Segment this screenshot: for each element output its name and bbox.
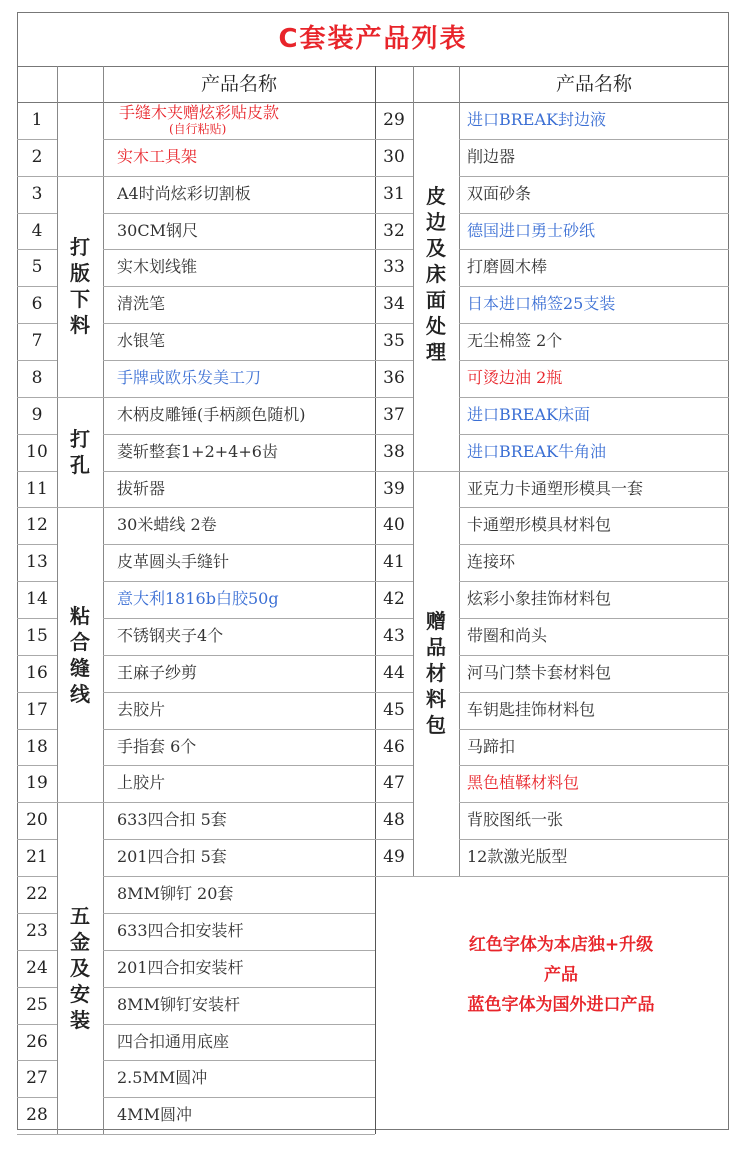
item-name: 王麻子纱剪 bbox=[117, 662, 198, 682]
row-divider bbox=[17, 1134, 57, 1135]
item-number: 3 bbox=[31, 183, 43, 204]
item-number: 29 bbox=[383, 110, 405, 130]
row-divider bbox=[459, 876, 729, 877]
category-char: 缝 bbox=[70, 655, 90, 680]
legend-red-line-1: 红色字体为本店独+升级 bbox=[468, 935, 654, 955]
row-divider bbox=[57, 397, 103, 398]
item-number: 44 bbox=[383, 662, 405, 683]
category-char: 赠 bbox=[426, 609, 446, 634]
category-char: 打 bbox=[70, 235, 90, 260]
item-number: 7 bbox=[31, 331, 43, 352]
item-name: 8MM铆钉安装杆 bbox=[117, 994, 240, 1014]
item-number: 12 bbox=[26, 515, 48, 536]
category-char: 包 bbox=[426, 713, 446, 738]
item-name: 无尘棉签 2个 bbox=[467, 331, 563, 351]
item-number: 13 bbox=[26, 552, 48, 573]
category-char: 料 bbox=[70, 313, 90, 338]
item-name: 菱斩整套1+2+4+6齿 bbox=[117, 441, 278, 461]
item-number: 5 bbox=[31, 257, 43, 278]
item-number: 42 bbox=[383, 589, 405, 610]
item-number: 41 bbox=[383, 552, 405, 573]
category-label bbox=[421, 183, 451, 365]
item-name: 削边器 bbox=[467, 146, 516, 166]
item-number: 10 bbox=[26, 441, 48, 462]
category-char: 孔 bbox=[70, 453, 90, 478]
item-number: 4 bbox=[31, 220, 43, 241]
item-name: 卡通塑形模具材料包 bbox=[467, 515, 612, 535]
item-name: 炫彩小象挂饰材料包 bbox=[467, 589, 612, 609]
item-number: 32 bbox=[383, 220, 405, 241]
item-name: 4MM圆冲 bbox=[117, 1105, 192, 1125]
item-name: 背胶图纸一张 bbox=[467, 810, 564, 830]
item-number: 25 bbox=[26, 994, 48, 1015]
category-char: 及 bbox=[426, 236, 446, 261]
category-char: 理 bbox=[426, 340, 446, 365]
row-divider bbox=[375, 876, 413, 877]
item-number: 18 bbox=[26, 736, 48, 757]
item-name: 进口BREAK封边液 bbox=[467, 110, 606, 129]
item-name: 双面砂条 bbox=[467, 183, 532, 203]
category-char: 下 bbox=[70, 287, 90, 312]
category-label bbox=[421, 608, 451, 738]
item-name: 水银笔 bbox=[117, 331, 166, 351]
item-name: 连接环 bbox=[467, 552, 516, 572]
category-char: 皮 bbox=[426, 184, 446, 209]
item-number: 28 bbox=[26, 1105, 48, 1126]
category-char: 版 bbox=[70, 261, 90, 286]
category-char: 处 bbox=[426, 314, 446, 339]
item-number: 15 bbox=[26, 626, 48, 647]
item-number: 34 bbox=[383, 294, 405, 315]
category-char: 粘 bbox=[70, 603, 90, 628]
item-name: 带圈和尚头 bbox=[467, 626, 548, 646]
item-name: 实木划线锥 bbox=[117, 257, 198, 277]
item-number: 47 bbox=[383, 773, 405, 794]
category-char: 五 bbox=[70, 904, 90, 929]
item-name: 清洗笔 bbox=[117, 294, 166, 314]
category-char: 打 bbox=[70, 427, 90, 452]
column-divider bbox=[103, 66, 104, 1134]
category-char: 品 bbox=[426, 635, 446, 660]
category-label bbox=[65, 234, 95, 338]
item-name: 四合扣通用底座 bbox=[117, 1031, 230, 1051]
item-name: 去胶片 bbox=[117, 699, 166, 719]
category-char: 安 bbox=[70, 982, 90, 1007]
item-number: 14 bbox=[26, 589, 48, 610]
item-name: 进口BREAK牛角油 bbox=[467, 441, 606, 461]
item-name: A4时尚炫彩切割板 bbox=[117, 183, 251, 203]
item-number: 22 bbox=[26, 884, 48, 905]
item-number: 20 bbox=[26, 810, 48, 831]
item-name: 手缝木夹赠炫彩贴皮款 bbox=[119, 103, 280, 122]
item-name: 马蹄扣 bbox=[467, 736, 516, 756]
item-name: 德国进口勇士砂纸 bbox=[467, 220, 596, 240]
item-name: 8MM铆钉 20套 bbox=[117, 884, 234, 904]
item-number: 19 bbox=[26, 773, 48, 794]
row-divider bbox=[57, 1134, 103, 1135]
column-divider bbox=[57, 66, 58, 1134]
category-label bbox=[65, 903, 95, 1033]
item-name: 进口BREAK床面 bbox=[467, 404, 590, 424]
item-name: 633四合扣安装杆 bbox=[117, 920, 244, 940]
item-number: 21 bbox=[26, 847, 48, 868]
page-title: C套装产品列表 bbox=[18, 13, 728, 67]
item-name: 2.5MM圆冲 bbox=[117, 1068, 208, 1088]
item-name: 拔斩器 bbox=[117, 478, 166, 498]
item-number: 2 bbox=[31, 146, 43, 167]
category-char: 材 bbox=[426, 661, 446, 686]
header-right-name: 产品名称 bbox=[555, 73, 632, 95]
item-name: 633四合扣 5套 bbox=[117, 810, 227, 830]
row-divider bbox=[57, 802, 103, 803]
item-number: 11 bbox=[26, 478, 48, 499]
category-char: 金 bbox=[70, 930, 90, 955]
item-name: 意大利1816b白胶50g bbox=[117, 589, 279, 609]
category-char: 合 bbox=[70, 629, 90, 654]
category-label bbox=[65, 603, 95, 707]
category-char: 料 bbox=[426, 687, 446, 712]
item-name: 实木工具架 bbox=[117, 146, 198, 166]
item-number: 39 bbox=[383, 478, 405, 499]
item-number: 23 bbox=[26, 920, 48, 941]
item-number: 31 bbox=[383, 183, 405, 204]
legend-blue-line: 蓝色字体为国外进口产品 bbox=[467, 995, 655, 1015]
row-divider bbox=[413, 471, 459, 472]
item-name: 河马门禁卡套材料包 bbox=[467, 662, 612, 682]
item-name: 上胶片 bbox=[117, 773, 166, 793]
item-number: 40 bbox=[383, 515, 405, 536]
category-char: 及 bbox=[70, 956, 90, 981]
category-char: 线 bbox=[70, 681, 90, 706]
item-name: 201四合扣安装杆 bbox=[117, 957, 244, 977]
item-name: 打磨圆木棒 bbox=[467, 257, 548, 277]
item-number: 45 bbox=[383, 699, 405, 720]
category-char: 边 bbox=[426, 210, 446, 235]
category-char: 床 bbox=[426, 262, 446, 287]
item-name: 201四合扣 5套 bbox=[117, 847, 227, 867]
item-name: 手牌或欧乐发美工刀 bbox=[117, 368, 262, 388]
item-number: 37 bbox=[383, 404, 405, 425]
item-number: 1 bbox=[31, 110, 43, 130]
item-name: 日本进口棉签25支装 bbox=[467, 294, 616, 314]
item-name: 木柄皮雕锤(手柄颜色随机) bbox=[117, 404, 306, 424]
item-name: 30CM钢尺 bbox=[117, 220, 198, 240]
item-number: 24 bbox=[26, 957, 48, 978]
header-left-name: 产品名称 bbox=[200, 73, 277, 95]
item-number: 49 bbox=[383, 847, 405, 868]
row-divider bbox=[413, 876, 459, 877]
row-divider bbox=[103, 1134, 375, 1135]
legend-red-line-2: 产品 bbox=[544, 965, 578, 985]
color-legend-note bbox=[416, 930, 706, 1020]
item-number: 16 bbox=[26, 662, 48, 683]
item-name: 车钥匙挂饰材料包 bbox=[467, 699, 596, 719]
item-name: 皮革圆头手缝针 bbox=[117, 552, 230, 572]
category-label bbox=[65, 426, 95, 478]
item-number: 9 bbox=[31, 404, 43, 425]
item-name: 黑色植鞣材料包 bbox=[467, 773, 580, 793]
item-number: 8 bbox=[31, 368, 43, 389]
item-name: 手指套 6个 bbox=[117, 736, 197, 756]
item-number: 35 bbox=[383, 331, 405, 352]
item-number: 33 bbox=[383, 257, 405, 278]
item-number: 30 bbox=[383, 146, 405, 167]
category-char: 面 bbox=[426, 288, 446, 313]
item-name: 12款激光版型 bbox=[467, 847, 568, 867]
item-number: 36 bbox=[383, 368, 405, 389]
item-name: 30米蜡线 2卷 bbox=[117, 515, 217, 535]
item-number: 6 bbox=[31, 294, 43, 315]
item-name: 亚克力卡通塑形模具一套 bbox=[467, 478, 644, 498]
row-divider bbox=[57, 507, 103, 508]
item-subnote: (自行粘贴) bbox=[169, 122, 227, 136]
item-name: 可烫边油 2瓶 bbox=[467, 368, 563, 388]
item-number: 27 bbox=[26, 1068, 48, 1089]
item-number: 48 bbox=[383, 810, 405, 831]
item-number: 26 bbox=[26, 1031, 48, 1052]
item-number: 46 bbox=[383, 736, 405, 757]
item-name: 不锈钢夹子4个 bbox=[117, 626, 224, 646]
row-divider bbox=[57, 176, 103, 177]
item-number: 17 bbox=[26, 699, 48, 720]
item-number: 43 bbox=[383, 626, 405, 647]
category-char: 装 bbox=[70, 1008, 90, 1033]
item-number: 38 bbox=[383, 441, 405, 462]
